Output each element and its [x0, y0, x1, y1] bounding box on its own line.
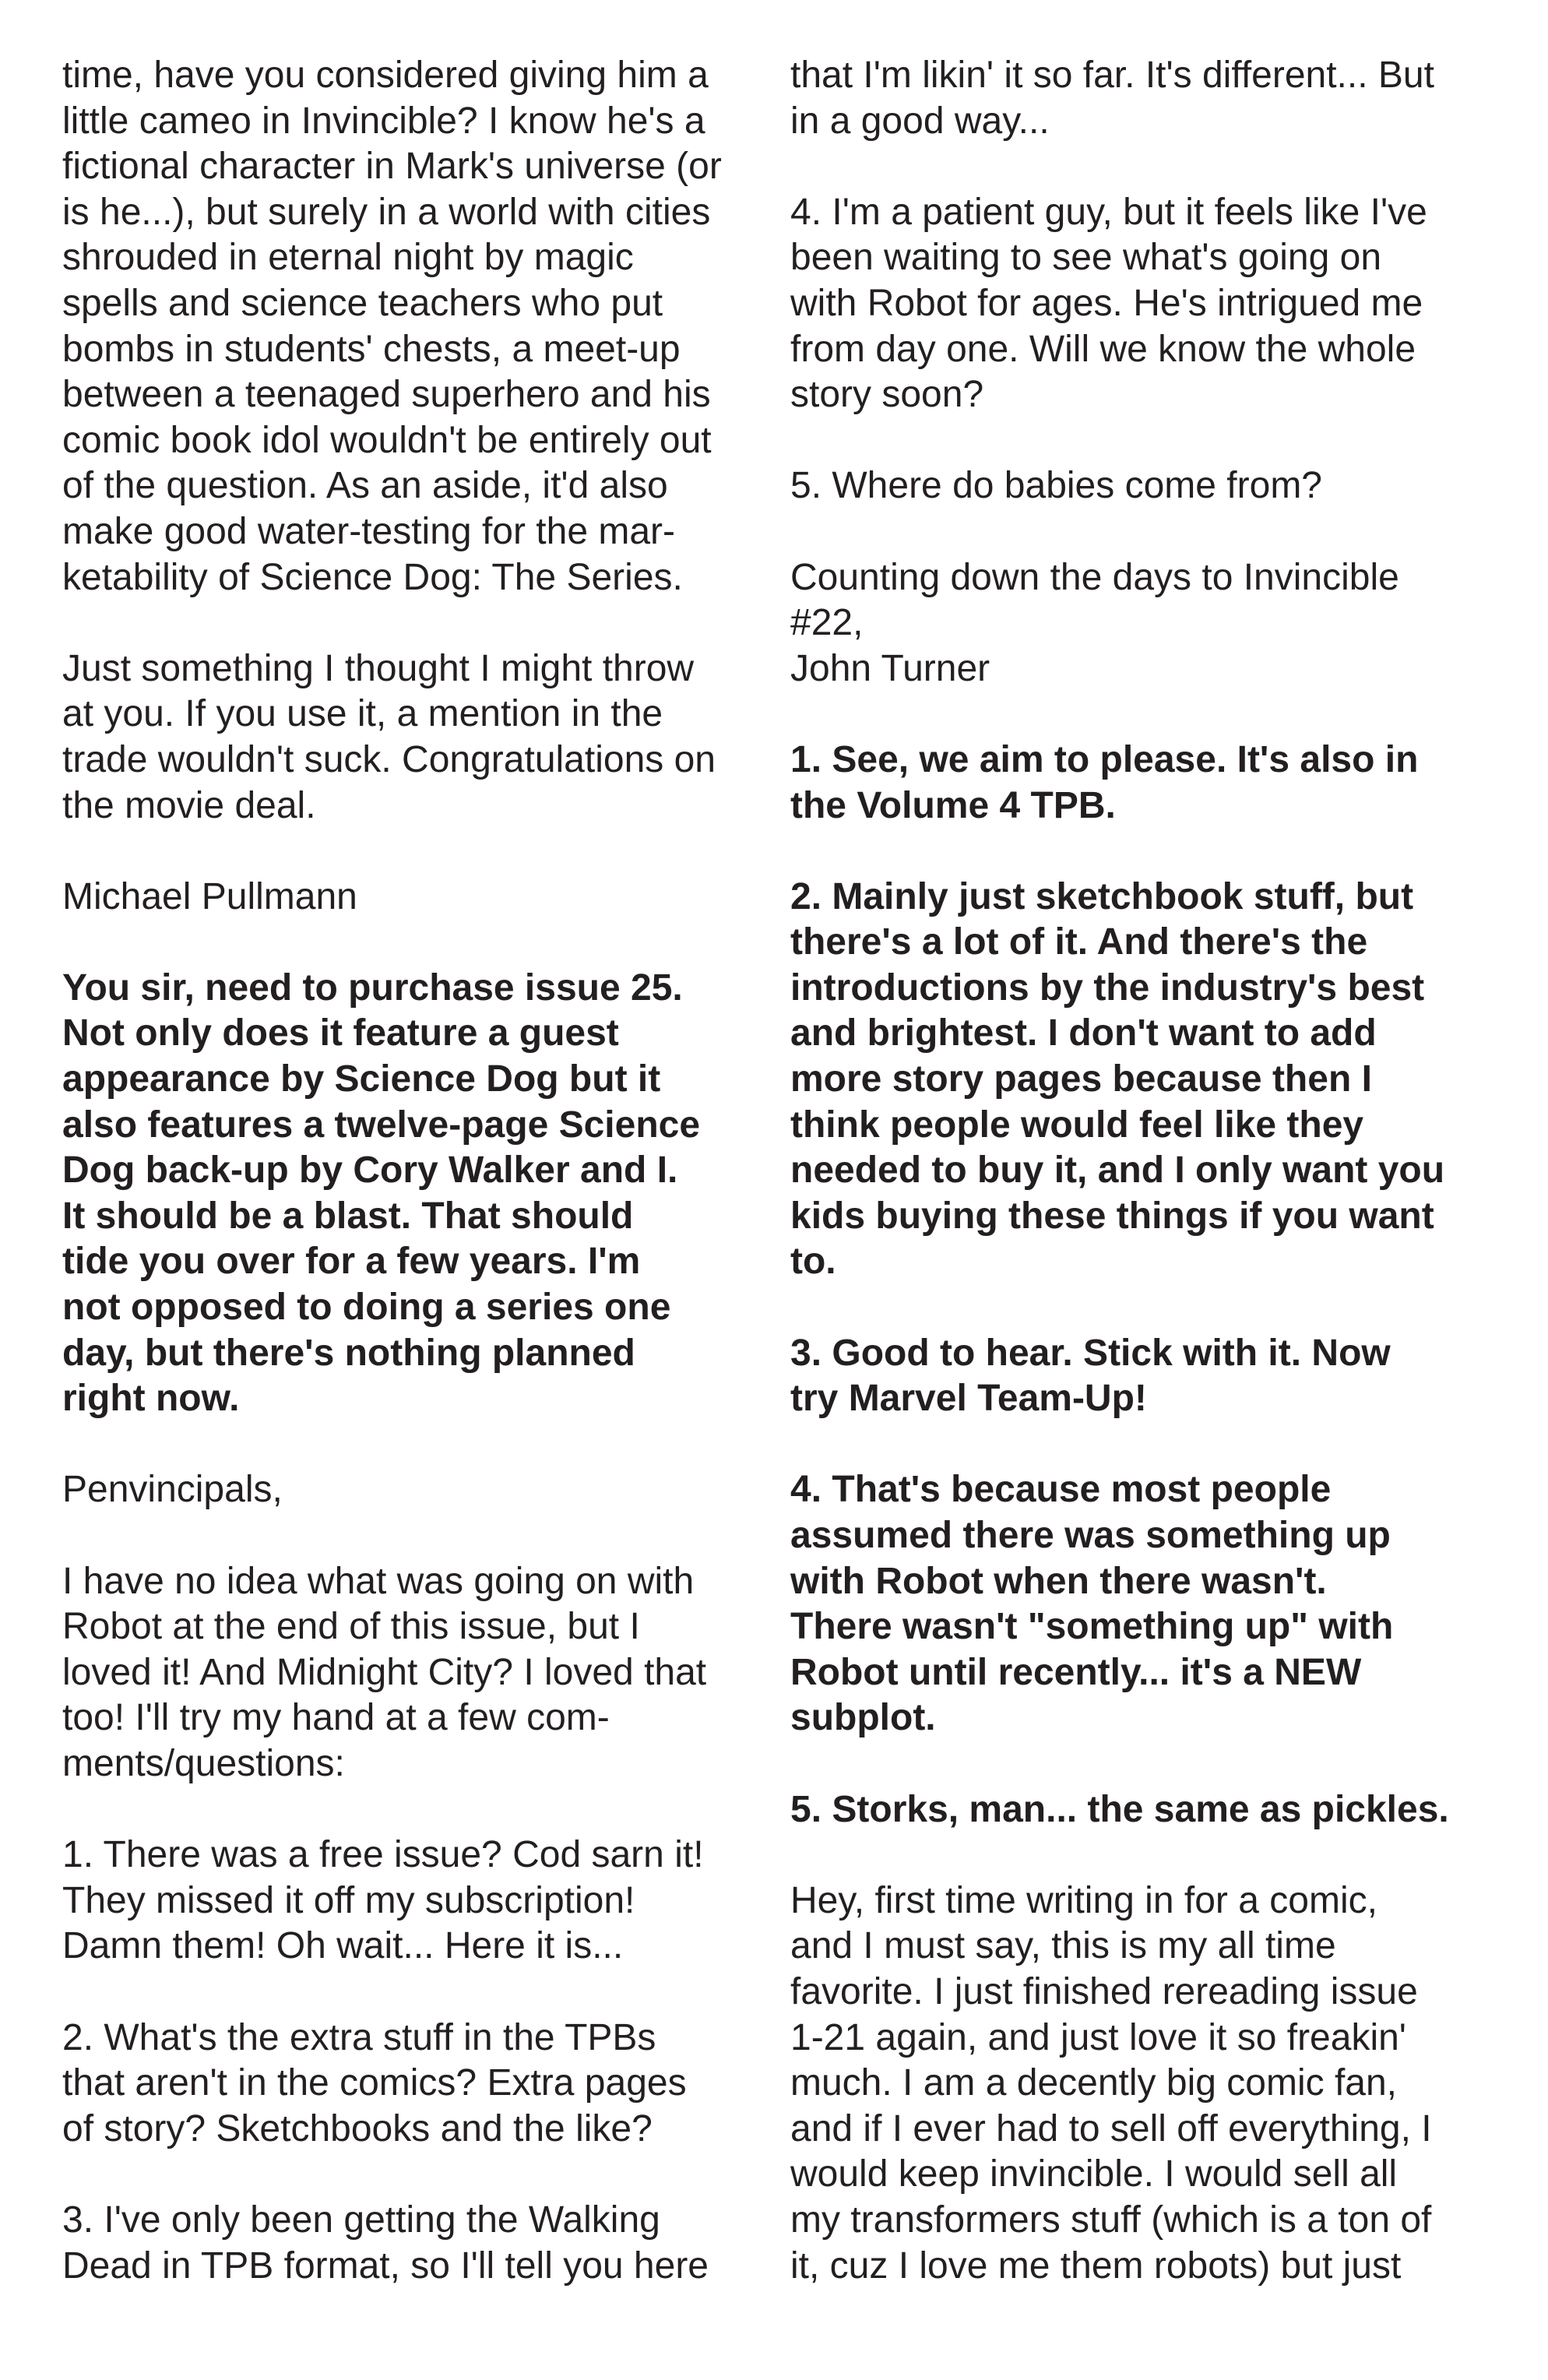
editor-answer-4: 4. That's because most people assumed there was something up with Robot when there wasn't. There wasn't "something up" with Robot until recently... it's a NEW subplot.	[790, 1469, 1394, 1739]
letter-signature: Michael Pullmann	[62, 875, 357, 917]
new-letter-paragraph: Hey, first time writing in for a comic, and I must say, this is my all time favorite. I just finished rereading issue 1-21 again, and just love it so freakin' much. I am a decently big comic fan, and if I ever had to sell off everything, I would keep invincible. I would sell all my transformers stuff (which is a ton of it, cuz I love me them robots) but just	[790, 1879, 1432, 2287]
letter-question-2: 2. What's the extra stuff in the TPBs that aren't in the comics? Extra pages of story? Sketchbooks and the like?	[62, 2016, 687, 2149]
letter-closing-paragraph: Just something I thought I might throw at you. If you use it, a mention in the trade wouldn't suck. Congratulations on the movie deal.	[62, 647, 716, 826]
letter-question-4: 4. I'm a patient guy, but it feels like I've been waiting to see what's going on with Robot for ages. He's intrigued me from day one. Will we know the whole story soon?	[790, 191, 1427, 416]
letter-intro-paragraph: I have no idea what was going on with Robot at the end of this issue, but I loved it! And Midnight City? I loved that too! I'll try my hand at a few com- ments/questions:	[62, 1560, 707, 1784]
editor-answer-1: 1. See, we aim to please. It's also in the Volume 4 TPB.	[790, 738, 1419, 826]
right-column	[790, 53, 1507, 2289]
letter-question-5: 5. Where do babies come from?	[790, 465, 1322, 507]
editor-answer-5: 5. Storks, man... the same as pickles.	[790, 1788, 1449, 1830]
editor-answer-3: 3. Good to hear. Stick with it. Now try Marvel Team-Up!	[790, 1332, 1391, 1420]
editor-answer-2: 2. Mainly just sketchbook stuff, but there's a lot of it. And there's the introductions by the industry's best and brightest. I don't want to add more story pages because then I think people would feel like they needed to buy it, and I only want you kids buying these things if you want to.	[790, 875, 1445, 1283]
letter-question-3: 3. I've only been getting the Walking Dead in TPB format, so I'll tell you here	[62, 2199, 709, 2287]
letter-salutation: Penvincipals,	[62, 1469, 283, 1511]
letter-question-3-continued: that I'm likin' it so far. It's different... But in a good way...	[790, 55, 1434, 142]
letter-signature: Counting down the days to Invincible #22, John Turner	[790, 556, 1399, 689]
editor-reply: You sir, need to purchase issue 25. Not only does it feature a guest appearance by Science Dog but it also features a twelve-page Science Dog back-up by Cory Walker and I. It should be a blast. That should tide you over for a few years. I'm not opposed to doing a series one day, but there's nothing planned right now.	[62, 966, 701, 1420]
letter-question-1: 1. There was a free issue? Cod sarn it! They missed it off my subscription! Damn them! Oh wait... Here it is...	[62, 1834, 704, 1967]
letter-continuation-paragraph: time, have you considered giving him a little cameo in Invincible? I know he's a fictional character in Mark's universe (or is he...), but surely in a world with cities shrouded in eternal night by magic spells and science teachers who put bombs in students' chests, a meet-up between a teenaged superhero and his comic book idol wouldn't be entirely out of the question. As an aside, it'd also make good water-testing for the mar- ketability of Science Dog: The Series.	[62, 55, 722, 598]
left-column	[62, 53, 779, 2289]
